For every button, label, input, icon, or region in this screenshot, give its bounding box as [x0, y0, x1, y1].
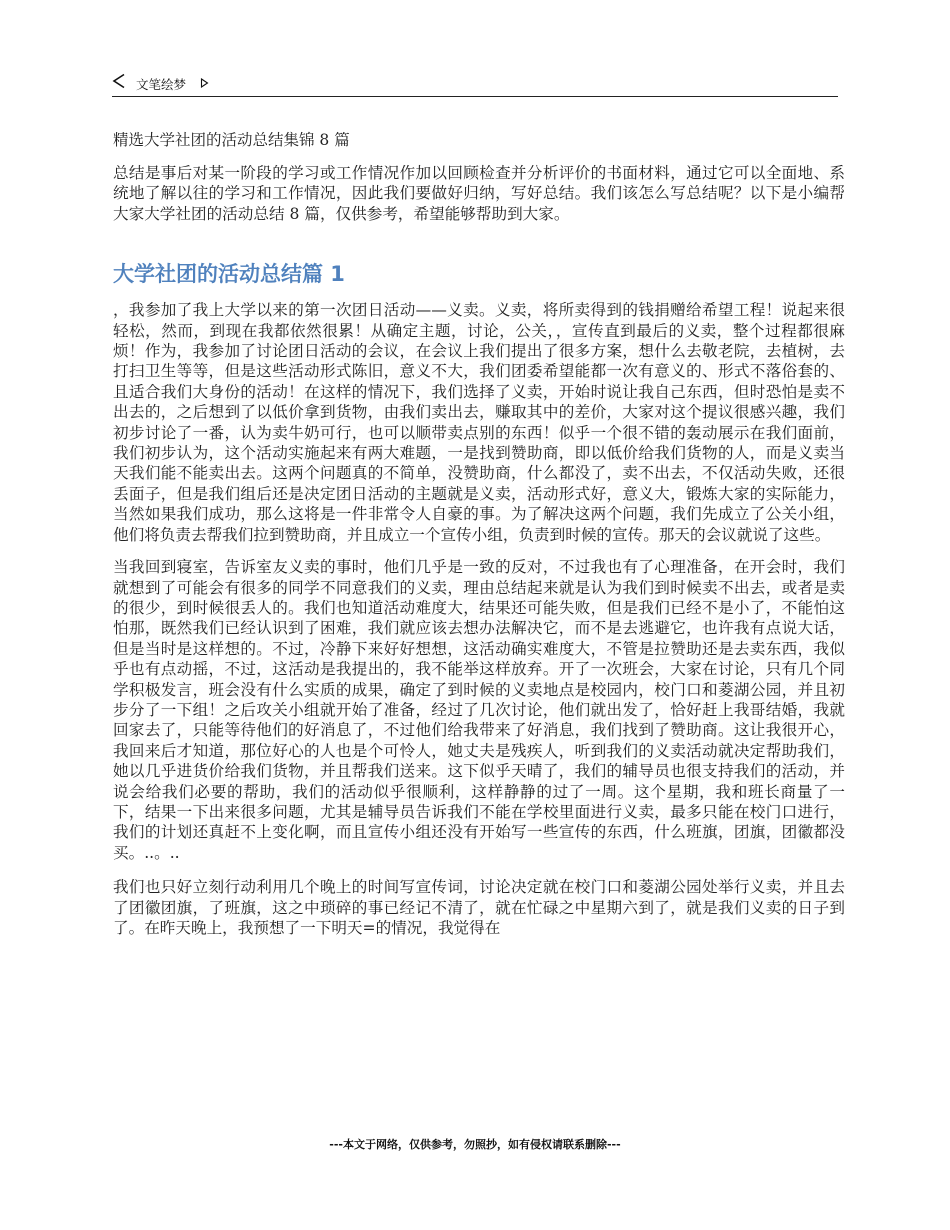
page-header — [112, 72, 838, 97]
intro-paragraph: 总结是事后对某一阶段的学习或工作情况作加以回顾检查并分析评价的书面材料，通过它可以全面地、系统地了解以往的学习和工作情况，因此我们要做好归纳，写好总结。我们该怎么写总结呢？以下是小编帮大家大学社团的活动总结 8 篇，仅供参考，希望能够帮助到大家。 — [113, 164, 845, 223]
right-triangle-icon — [200, 75, 209, 93]
document-body — [113, 120, 845, 938]
brand-name: 文笔绘梦 — [136, 77, 187, 92]
section-paragraph-3: 我们也只好立刻行动利用几个晚上的时间写宣传词，讨论决定就在校门口和菱湖公园处举行义卖，并且去了团徽团旗，了班旗，这之中琐碎的事已经记不清了，就在忙碌之中星期六到了，就是我们义卖的日子到了。在昨天晚上，我预想了一下明天=的情况，我觉得在 — [113, 878, 845, 937]
document-title: 精选大学社团的活动总结集锦 8 篇 — [113, 131, 350, 149]
section-paragraph-1: ，我参加了我上大学以来的第一次团日活动——义卖。义卖，将所卖得到的钱捐赠给希望工程！说起来很轻松，然而，到现在我都依然很累！从确定主题，讨论，公关，，宣传直到最后的义卖，整个过程都很麻烦！作为，我参加了讨论团日活动的会议，在会议上我们提出了很多方案，想什么去敬老院，去植树，去打扫卫生等等，但是这些活动形式陈旧，意义不大，我们团委希望能都一次有意义的、形式不落俗套的、且适合我们大身份的活动！在这样的情况下，我们选择了义卖，开始时说让我自己东西，但时恐怕是卖不出去的，之后想到了以低价拿到货物，由我们卖出去，赚取其中的差价，大家对这个提议很感兴趣，我们初步讨论了一番，认为卖牛奶可行，也可以顺带卖点别的东西！似乎一个很不错的轰动展示在我们面前，我们初步认为，这个活动实施起来有两大难题，一是找到赞助商，即以低价给我们货物的人，而是义卖当天我们能不能卖出去。这两个问题真的不简单，没赞助商，什么都没了，卖不出去，不仅活动失败，还很丢面子，但是我们组后还是决定团日活动的主题就是义卖，活动形式好，意义大，锻炼大家的实际能力，当然如果我们成功，那么这将是一件非常令人自豪的事。为了解决这两个问题，我们先成立了公关小组，他们将负责去帮我们拉到赞助商，并且成立一个宣传小组，负责到时候的宣传。那天的会议就说了这些。 — [113, 301, 845, 544]
left-triangle-icon — [112, 73, 126, 94]
section-paragraph-2: 当我回到寝室，告诉室友义卖的事时，他们几乎是一致的反对，不过我也有了心理准备，在开会时，我们就想到了可能会有很多的同学不同意我们的义卖，理由总结起来就是认为我们到时候卖不出去，或者是卖的很少，到时候很丢人的。我们也知道活动难度大，结果还可能失败，但是我们已经不是小了，不能怕这怕那，既然我们已经认识到了困难，我们就应该去想办法解决它，而不是去逃避它，也许我有点说大话，但是当时是这样想的。不过，冷静下来好好想想，这活动确实难度大，不管是拉赞助还是去卖东西，我似乎也有点动摇，不过，这活动是我提出的，我不能举这样放弃。开了一次班会，大家在讨论，只有几个同学积极发言，班会没有什么实质的成果，确定了到时候的义卖地点是校园内，校门口和菱湖公园，并且初步分了一下组！之后攻关小组就开始了准备，经过了几次讨论，他们就出发了，恰好赶上我哥结婚，我就回家去了，只能等待他们的好消息了，不过他们给我带来了好消息，我们找到了赞助商。这让我很开心，我回来后才知道，那位好心的人也是个可怜人，她丈夫是残疾人，听到我们的义卖活动就决定帮助我们，她以几乎进货价给我们货物，并且帮我们送来。这下似乎天晴了，我们的辅导员也很支持我们的活动，并说会给我们必要的帮助，我们的活动似乎很顺利，这样静静的过了一周。这个星期，我和班长商量了一下，结果一下出来很多问题，尤其是辅导员告诉我们不能在学校里面进行义卖，最多只能在校门口进行，我们的计划还真赶不上变化啊，而且宣传小组还没有开始写一些宣传的东西，什么班旗，团旗，团徽都没买。..。.. — [113, 558, 845, 862]
section-heading: 大学社团的活动总结篇 1 — [113, 262, 345, 287]
page-footer-disclaimer: ---本文于网络，仅供参考，勿照抄，如有侵权请联系删除--- — [329, 1138, 621, 1151]
